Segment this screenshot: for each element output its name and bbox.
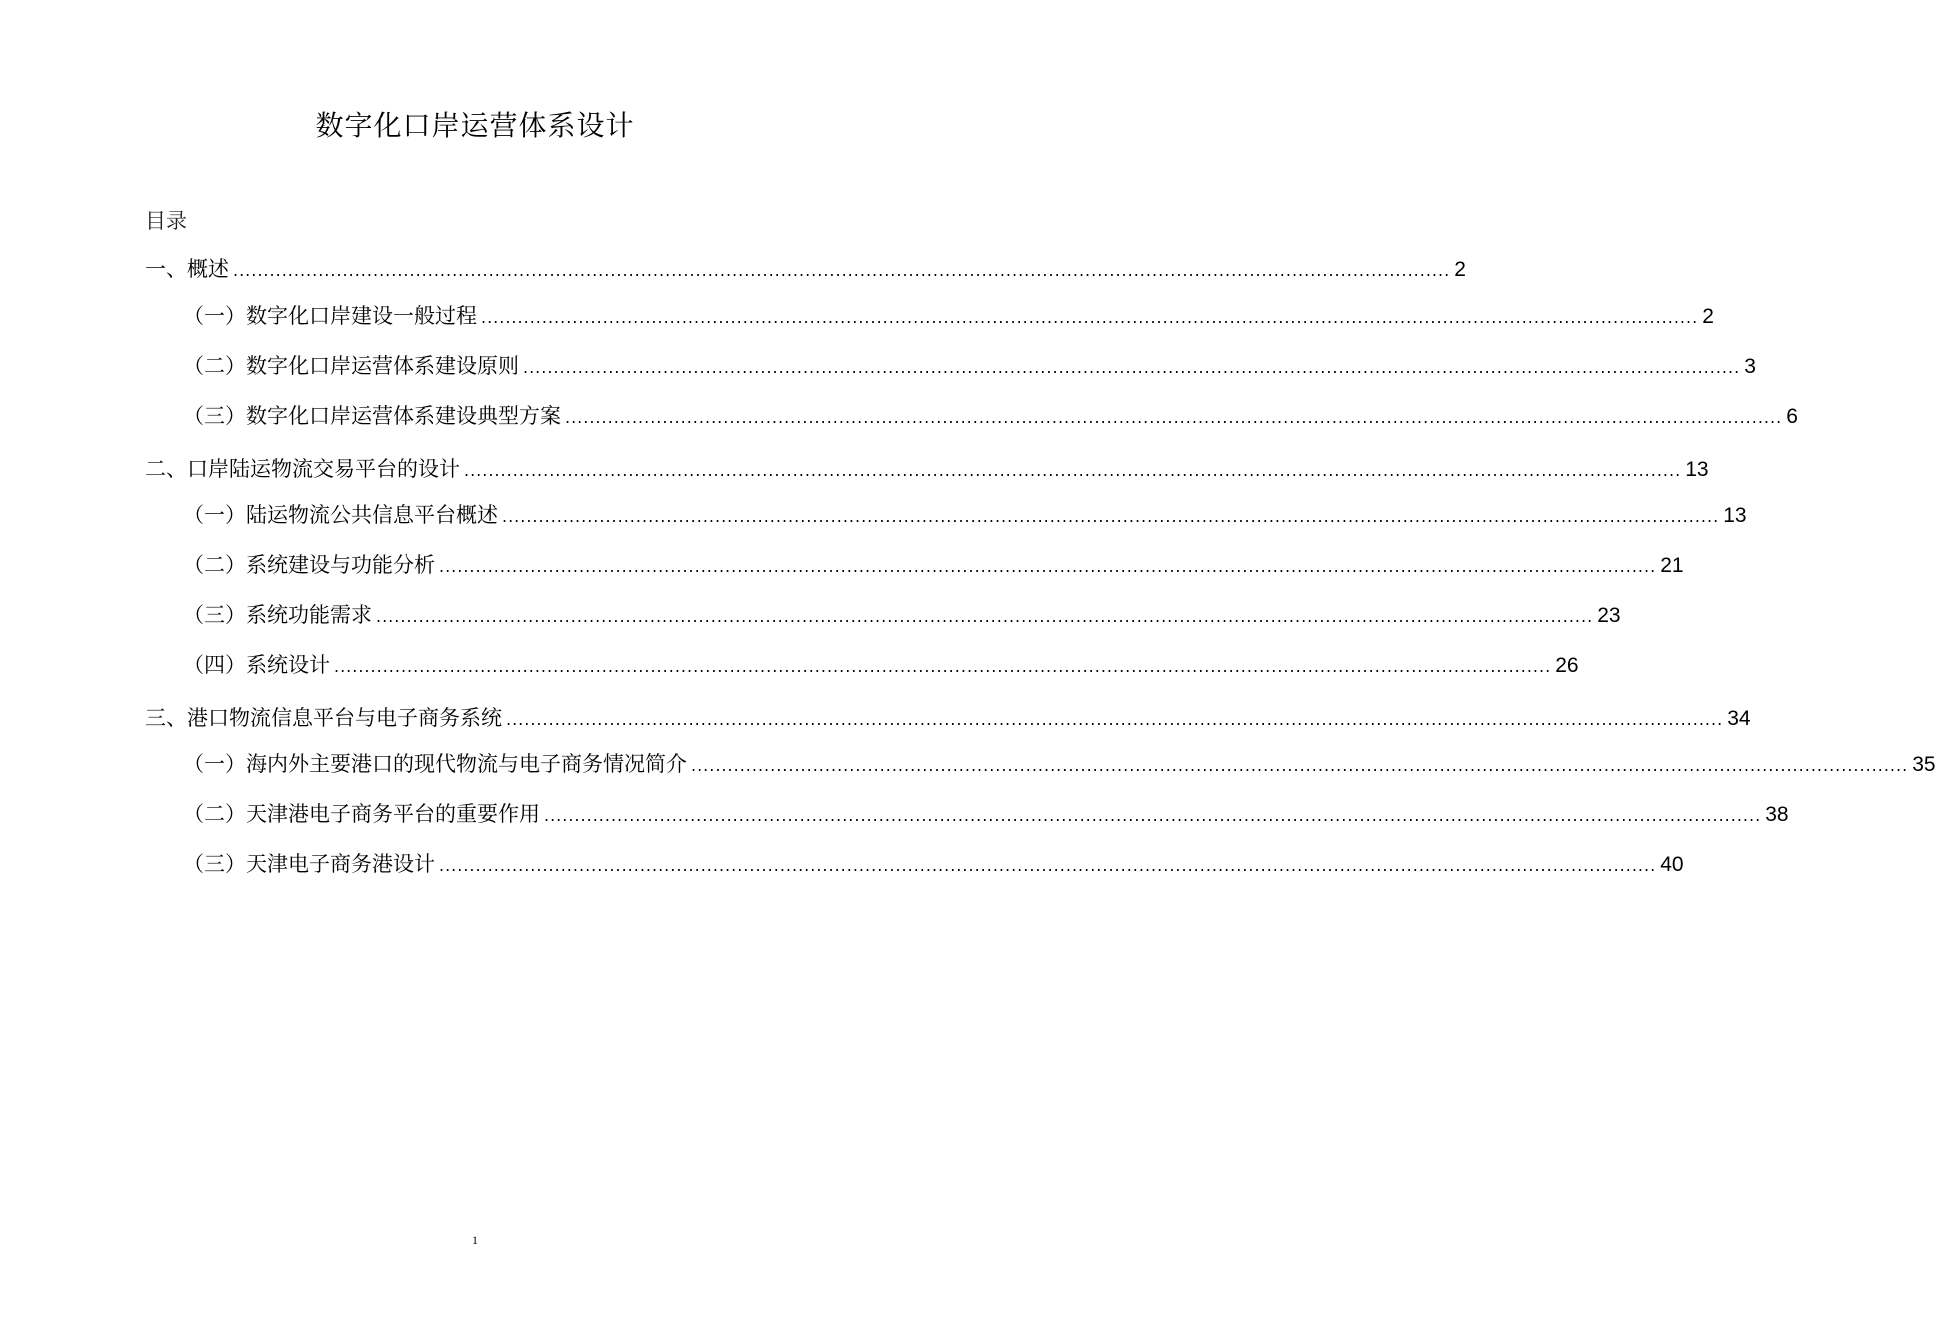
page-number: 1 [472, 1233, 478, 1247]
toc-entry-page: 13 [1685, 458, 1709, 481]
toc-entry-label: 系统建设与功能分析 [246, 553, 435, 577]
toc-entry-label: 海内外主要港口的现代物流与电子商务情况简介 [246, 752, 687, 776]
toc-entry[interactable] [183, 650, 1579, 680]
toc-leader-dots: ........................................................................................................................................................................................................ [481, 308, 1699, 327]
toc-entry-label: 概述 [187, 257, 229, 281]
toc-entry-number: （三） [183, 404, 246, 428]
toc-entry[interactable] [183, 401, 1798, 431]
toc-entry-number: （二） [183, 354, 246, 378]
toc-entry[interactable] [183, 301, 1714, 331]
toc-entry-number: 二、 [145, 457, 187, 481]
toc-entry-label: 系统功能需求 [246, 603, 372, 627]
toc-leader-dots: ........................................................................................................................................................................................................ [502, 507, 1720, 526]
toc-leader-dots: ........................................................................................................................................................................................................ [376, 607, 1594, 626]
toc-entry-label: 陆运物流公共信息平台概述 [246, 503, 498, 527]
toc-entry-page: 13 [1723, 504, 1747, 527]
toc-entry-number: （三） [183, 852, 246, 876]
toc-entry[interactable] [145, 454, 1709, 484]
toc-entry-label: 天津电子商务港设计 [246, 852, 435, 876]
document-title: 数字化口岸运营体系设计 [315, 109, 635, 142]
toc-entry-label: 数字化口岸运营体系建设典型方案 [246, 404, 561, 428]
toc-leader-dots: ........................................................................................................................................................................................................ [691, 756, 1909, 775]
toc-entry-label: 天津港电子商务平台的重要作用 [246, 802, 540, 826]
toc-leader-dots: ........................................................................................................................................................................................................ [439, 557, 1657, 576]
toc-leader-dots: ........................................................................................................................................................................................................ [523, 358, 1741, 377]
toc-leader-dots: ........................................................................................................................................................................................................ [544, 806, 1762, 825]
toc-entry[interactable] [183, 550, 1684, 580]
toc-entry-page: 2 [1454, 258, 1466, 281]
toc-entry-page: 40 [1660, 853, 1684, 876]
toc-entry-page: 6 [1786, 405, 1798, 428]
toc-leader-dots: ........................................................................................................................................................................................................ [506, 710, 1724, 729]
toc-entry[interactable] [183, 749, 1936, 779]
toc-entry[interactable] [183, 799, 1789, 829]
toc-leader-dots: ........................................................................................................................................................................................................ [233, 261, 1451, 280]
toc-entry-number: （三） [183, 603, 246, 627]
toc-leader-dots: ........................................................................................................................................................................................................ [334, 657, 1552, 676]
toc-entry-number: （二） [183, 553, 246, 577]
toc-entry-number: （一） [183, 752, 246, 776]
toc-entry-number: （四） [183, 653, 246, 677]
toc-entry-number: 三、 [145, 706, 187, 730]
toc-entry-number: （一） [183, 503, 246, 527]
toc-entry-page: 35 [1912, 753, 1936, 776]
toc-entry-label: 港口物流信息平台与电子商务系统 [187, 706, 502, 730]
toc-entry-number: （二） [183, 802, 246, 826]
toc-leader-dots: ........................................................................................................................................................................................................ [464, 461, 1682, 480]
toc-entry[interactable] [183, 849, 1684, 879]
toc-entry-label: 系统设计 [246, 653, 330, 677]
toc-entry[interactable] [145, 703, 1751, 733]
toc-entry[interactable] [145, 254, 1466, 284]
toc-entry-page: 38 [1765, 803, 1789, 826]
toc-entry-label: 数字化口岸建设一般过程 [246, 304, 477, 328]
toc-entry-page: 34 [1727, 707, 1751, 730]
toc-entry[interactable] [183, 351, 1756, 381]
toc-leader-dots: ........................................................................................................................................................................................................ [439, 856, 1657, 875]
toc-entry-label: 数字化口岸运营体系建设原则 [246, 354, 519, 378]
toc-entry-label: 口岸陆运物流交易平台的设计 [187, 457, 460, 481]
toc-heading: 目录 [145, 209, 187, 233]
toc-entry[interactable] [183, 500, 1747, 530]
toc-entry-number: （一） [183, 304, 246, 328]
toc-entry-page: 21 [1660, 554, 1684, 577]
toc-leader-dots: ........................................................................................................................................................................................................ [565, 408, 1783, 427]
toc-entry-page: 23 [1597, 604, 1621, 627]
toc-entry[interactable] [183, 600, 1621, 630]
toc-entry-number: 一、 [145, 257, 187, 281]
toc-entry-page: 3 [1744, 355, 1756, 378]
toc-entry-page: 2 [1702, 305, 1714, 328]
toc-entry-page: 26 [1555, 654, 1579, 677]
